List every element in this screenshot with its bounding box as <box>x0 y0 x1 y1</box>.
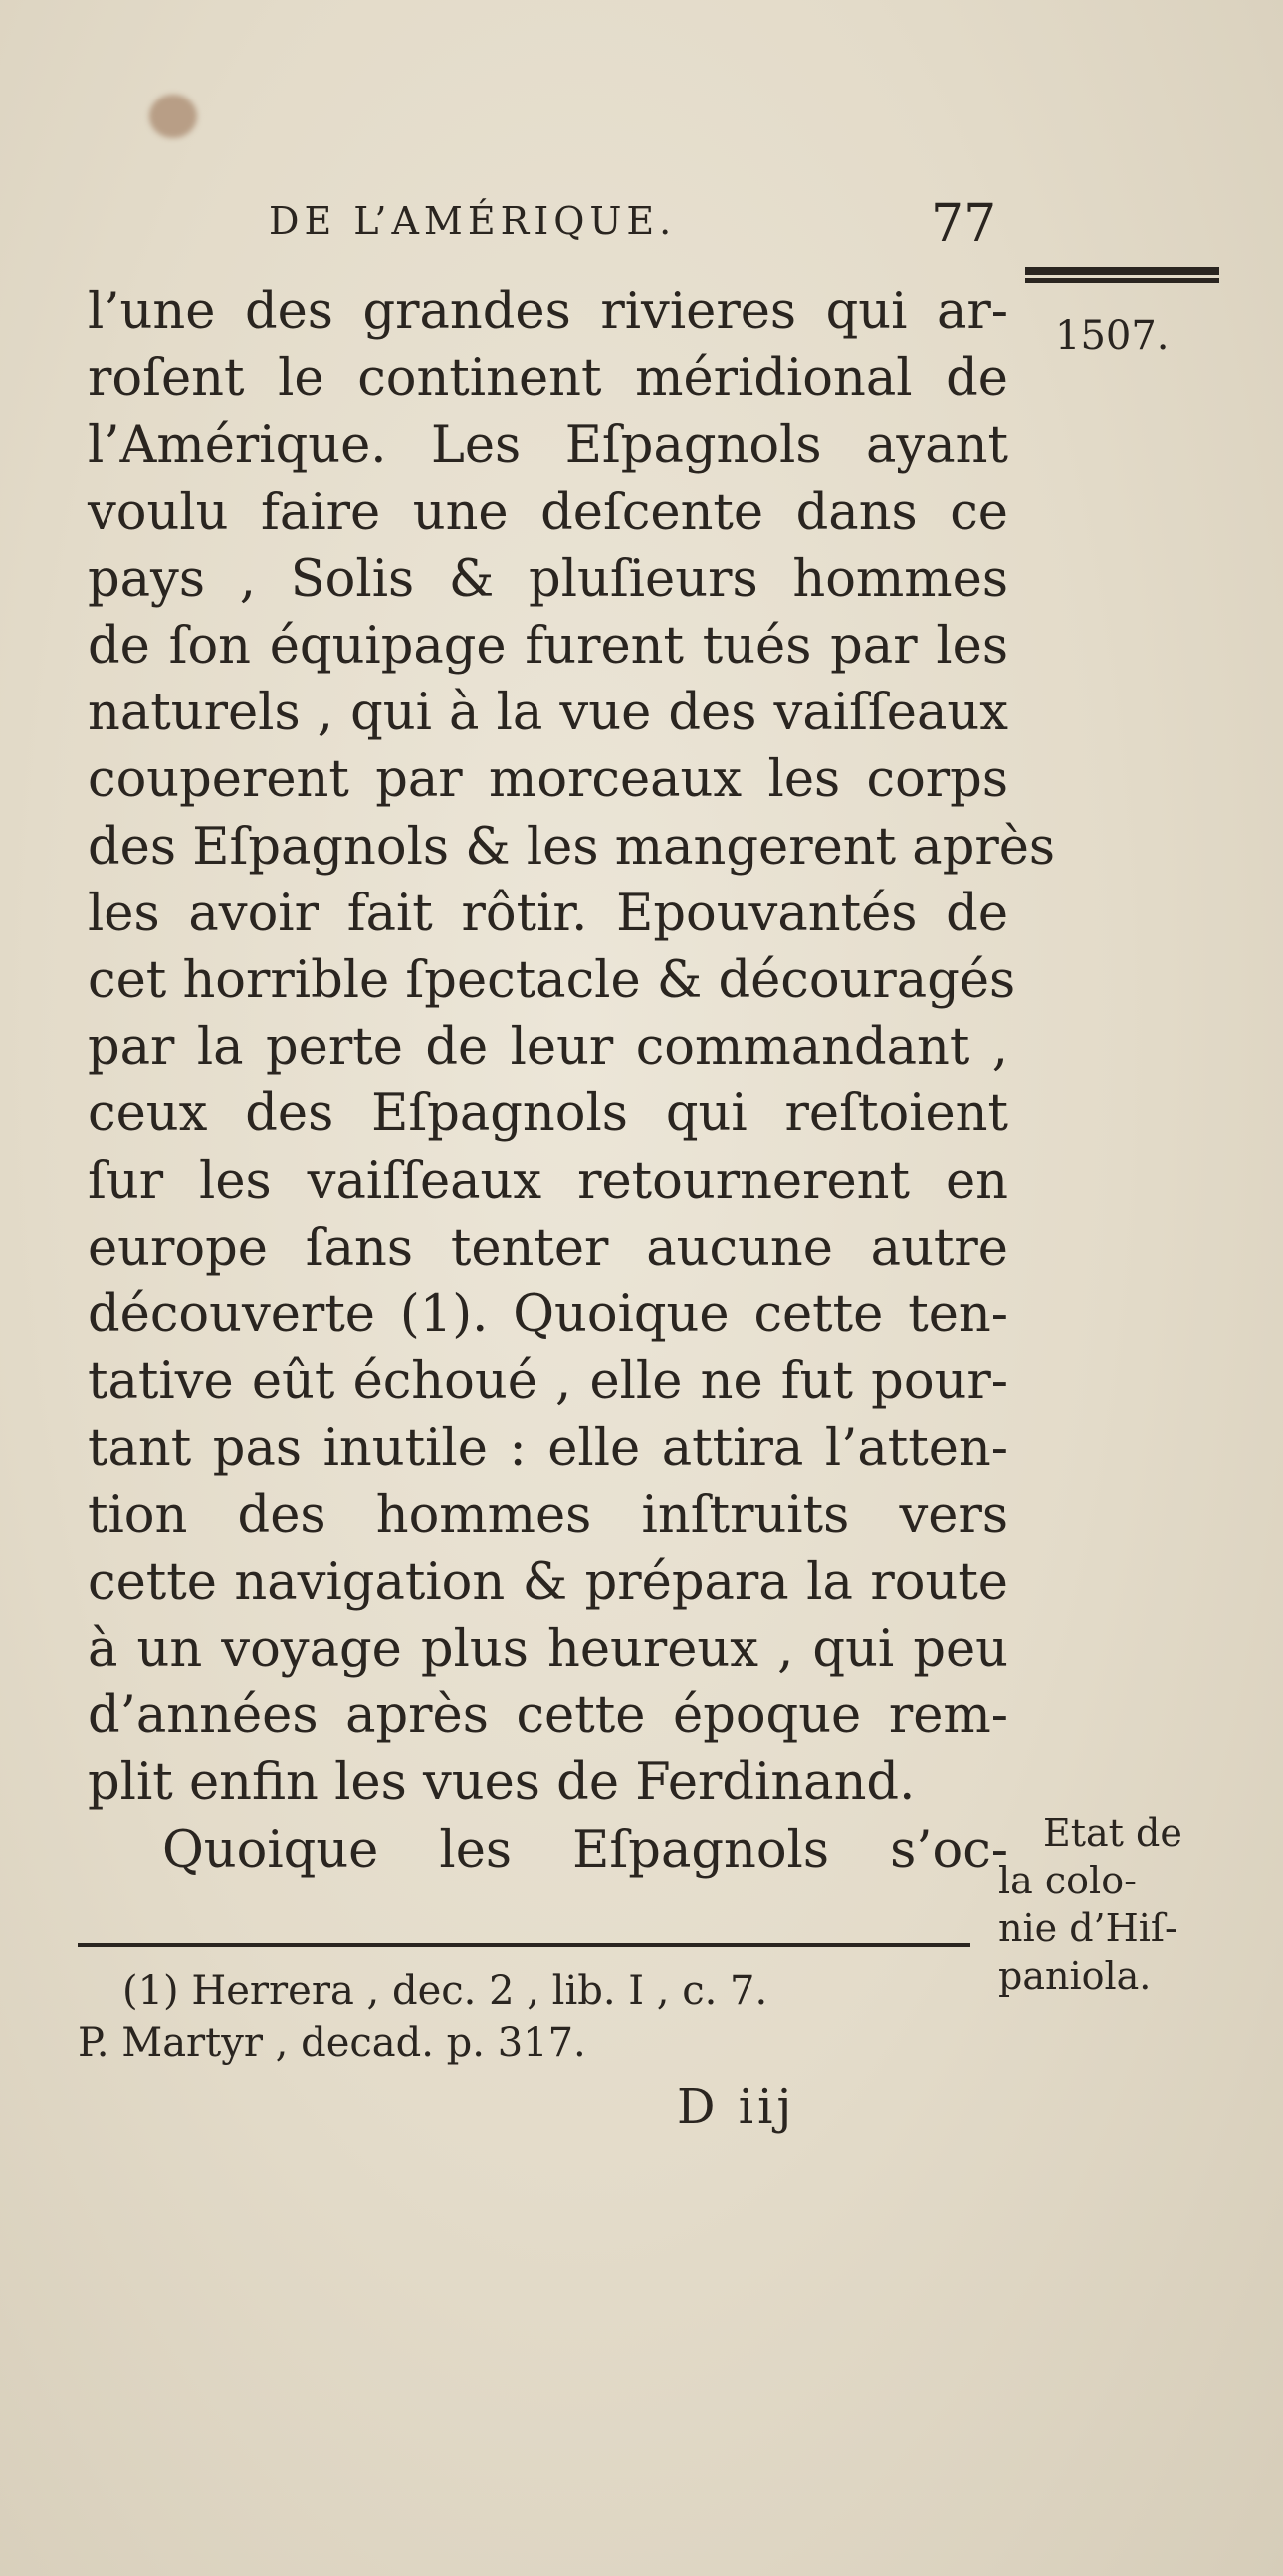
text-line: les avoir fait rôtir. Epouvantés de <box>88 884 1008 943</box>
text-line: tant pas inutile : elle attira l’atten- <box>88 1419 1008 1479</box>
footnote-rule <box>78 1943 970 1947</box>
text-line: europe ſans tenter aucune autre <box>88 1218 1008 1278</box>
margin-note <box>998 1809 1247 2000</box>
footnotes <box>78 1965 993 2069</box>
text-line: plit enfin les vues de Ferdinand. <box>88 1753 916 1813</box>
text-line: voulu faire une deſcente dans ce <box>88 483 1008 542</box>
text-line: à un voyage plus heureux , qui peu <box>88 1620 1008 1680</box>
footnote-line: P. Martyr , decad. p. 317. <box>78 2020 586 2066</box>
text-line: Quoique les Eſpagnols s’oc- <box>162 1820 1008 1880</box>
text-line: couperent par morceaux les corps <box>88 750 1008 810</box>
text-line: l’Amérique. Les Eſpagnols ayant <box>88 416 1008 476</box>
text-line: pays , Solis & pluſieurs hommes <box>88 549 1008 609</box>
text-line: ſur les vaiſſeaux retournerent en <box>88 1151 1008 1211</box>
header-rule <box>1025 267 1219 278</box>
text-line: découverte (1). Quoique cette ten- <box>88 1286 1008 1345</box>
margin-note-line: paniola. <box>998 1954 1152 1998</box>
text-line: l’une des grandes rivieres qui ar- <box>88 283 1008 341</box>
text-line: tative eût échoué , elle ne fut pour- <box>88 1352 1008 1412</box>
margin-note-line: nie d’Hiſ- <box>998 1906 1177 1950</box>
margin-year: 1507. <box>1055 313 1170 359</box>
text-line: de ſon équipage furent tués par les <box>88 617 1008 677</box>
paper-stain <box>149 95 197 138</box>
margin-note-line: Etat de <box>1043 1811 1182 1855</box>
text-line: naturels , qui à la vue des vaiſſeaux <box>88 684 1008 743</box>
footnote-line: (1) Herrera , dec. 2 , lib. I , c. 7. <box>122 1968 768 2014</box>
text-line: tion des hommes inſtruits vers <box>88 1486 1008 1545</box>
text-line: d’années après cette époque rem- <box>88 1686 1008 1746</box>
text-line: ceux des Eſpagnols qui reſtoient <box>88 1085 1008 1144</box>
text-line: cette navigation & prépara la route <box>88 1552 1008 1612</box>
running-head: DE L’AMÉRIQUE. <box>269 199 677 243</box>
signature-mark: D iij <box>677 2080 796 2135</box>
text-line: cet horrible ſpectacle & découragés <box>88 951 1016 1011</box>
body-text <box>88 279 1056 1883</box>
text-line: par la perte de leur commandant , <box>88 1018 1008 1078</box>
text-line: roſent le continent méridional de <box>88 349 1008 409</box>
text-line: des Eſpagnols & les mangerent après <box>88 817 1056 877</box>
page-number: 77 <box>931 194 997 254</box>
margin-note-line: la colo- <box>998 1859 1137 1902</box>
